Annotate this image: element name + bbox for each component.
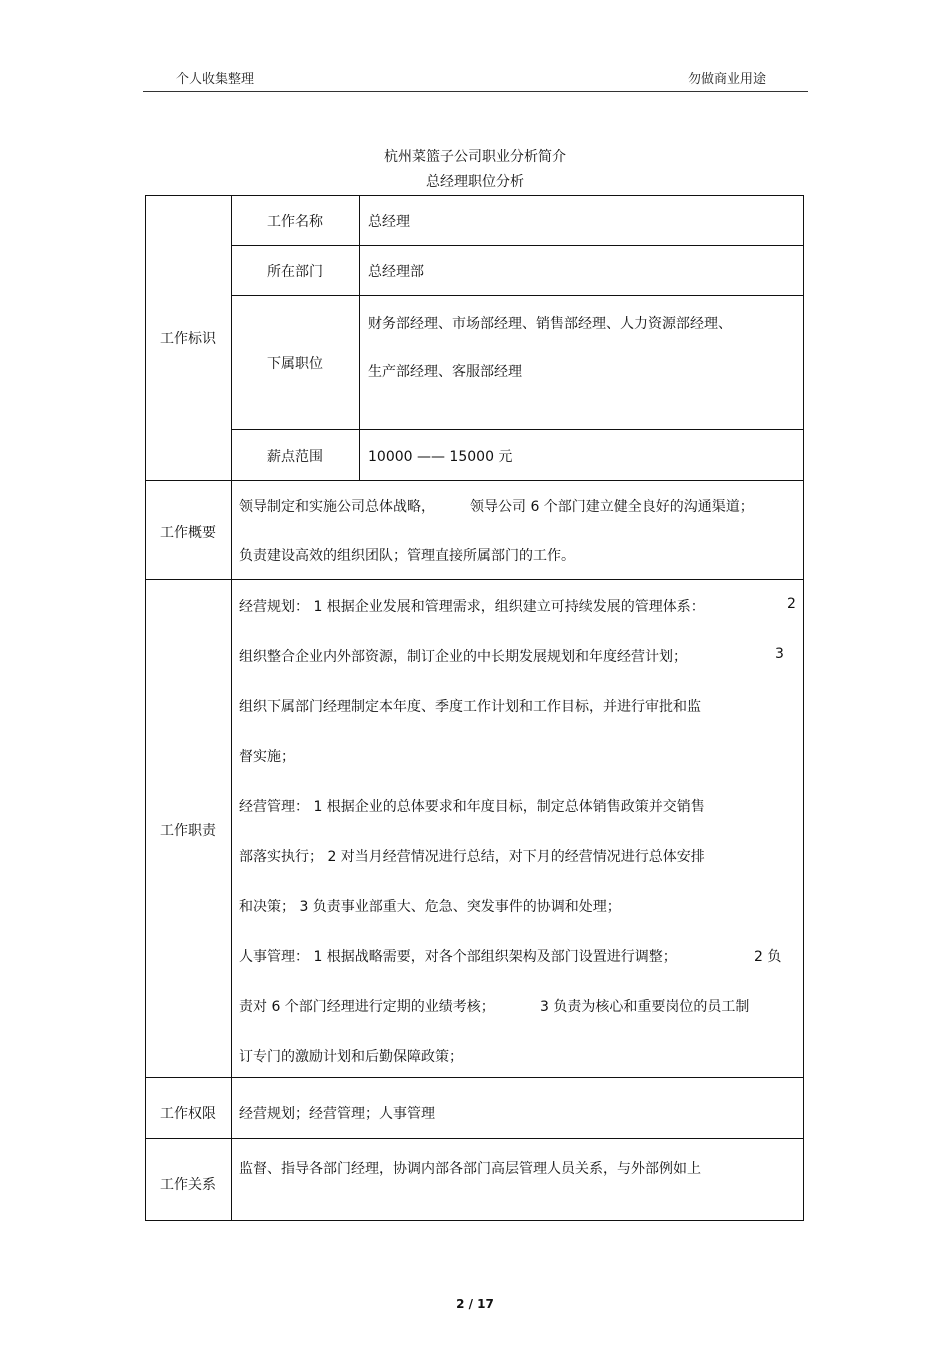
table-border-left bbox=[145, 195, 146, 1221]
header-left-text: 个人收集整理 bbox=[176, 72, 255, 87]
header-rule bbox=[143, 91, 808, 92]
header-right-text: 勿做商业用途 bbox=[688, 72, 767, 87]
table-border-right bbox=[803, 195, 804, 1221]
table-col-divider bbox=[231, 195, 232, 1221]
duties-line: 组织下属部门经理制定本年度、季度工作计划和工作目标，并进行审批和监 bbox=[239, 699, 701, 715]
job-name-label: 工作名称 bbox=[267, 214, 323, 230]
duties-line-number: 2 负 bbox=[754, 949, 782, 965]
table-border-top bbox=[145, 195, 804, 196]
table-row-divider bbox=[231, 295, 804, 296]
table-row-divider bbox=[145, 1077, 804, 1078]
subordinates-label: 下属职位 bbox=[267, 356, 323, 372]
authority-label: 工作权限 bbox=[160, 1106, 216, 1122]
duties-line: 督实施； bbox=[239, 749, 295, 765]
duties-line: 经营规划： 1 根据企业发展和管理需求，组织建立可持续发展的管理体系： bbox=[239, 599, 705, 615]
table-border-bottom bbox=[145, 1220, 804, 1221]
department-label: 所在部门 bbox=[267, 264, 323, 280]
table-row-divider bbox=[145, 579, 804, 580]
page-number: 2 / 17 bbox=[456, 1297, 494, 1311]
duties-line-number: 2 bbox=[787, 596, 796, 612]
table-inner-col-divider bbox=[359, 195, 360, 480]
duties-line: 经营管理： 1 根据企业的总体要求和年度目标，制定总体销售政策并交销售 bbox=[239, 799, 705, 815]
table-row-divider bbox=[145, 480, 804, 481]
duties-line: 责对 6 个部门经理进行定期的业绩考核； bbox=[239, 999, 495, 1015]
overview-line-1b: 领导公司 6 个部门建立健全良好的沟通渠道； bbox=[470, 499, 754, 515]
table-row-divider bbox=[231, 429, 804, 430]
subordinates-line-2: 生产部经理、客服部经理 bbox=[368, 364, 522, 380]
duties-line: 组织整合企业内外部资源，制订企业的中长期发展规划和年度经营计划； bbox=[239, 649, 687, 665]
salary-value: 10000 —— 15000 元 bbox=[368, 449, 513, 465]
table-row-divider bbox=[231, 245, 804, 246]
duties-line: 人事管理： 1 根据战略需要，对各个部组织架构及部门设置进行调整； bbox=[239, 949, 677, 965]
table-row-divider bbox=[145, 1138, 804, 1139]
document-subtitle: 总经理职位分析 bbox=[426, 174, 524, 190]
duties-line: 订专门的激励计划和后勤保障政策； bbox=[239, 1049, 463, 1065]
job-analysis-table bbox=[145, 195, 804, 1221]
authority-value: 经营规划；经营管理；人事管理 bbox=[239, 1106, 435, 1122]
duties-line: 部落实执行； 2 对当月经营情况进行总结，对下月的经营情况进行总体安排 bbox=[239, 849, 705, 865]
document-title: 杭州菜篮子公司职业分析简介 bbox=[384, 149, 566, 165]
overview-line-2: 负责建设高效的组织团队；管理直接所属部门的工作。 bbox=[239, 548, 575, 564]
duties-line: 3 负责为核心和重要岗位的员工制 bbox=[540, 999, 750, 1015]
duties-line: 和决策； 3 负责事业部重大、危急、突发事件的协调和处理； bbox=[239, 899, 621, 915]
overview-label: 工作概要 bbox=[160, 525, 216, 541]
relations-label: 工作关系 bbox=[160, 1177, 216, 1193]
identification-label: 工作标识 bbox=[160, 331, 216, 347]
overview-line-1a: 领导制定和实施公司总体战略， bbox=[239, 499, 435, 515]
relations-value: 监督、指导各部门经理，协调内部各部门高层管理人员关系，与外部例如上 bbox=[239, 1161, 701, 1177]
department-value: 总经理部 bbox=[368, 264, 424, 280]
subordinates-line-1: 财务部经理、市场部经理、销售部经理、人力资源部经理、 bbox=[368, 316, 732, 332]
duties-line-number: 3 bbox=[775, 646, 784, 662]
job-name-value: 总经理 bbox=[368, 214, 410, 230]
salary-label: 薪点范围 bbox=[267, 449, 323, 465]
duties-label: 工作职责 bbox=[160, 823, 216, 839]
